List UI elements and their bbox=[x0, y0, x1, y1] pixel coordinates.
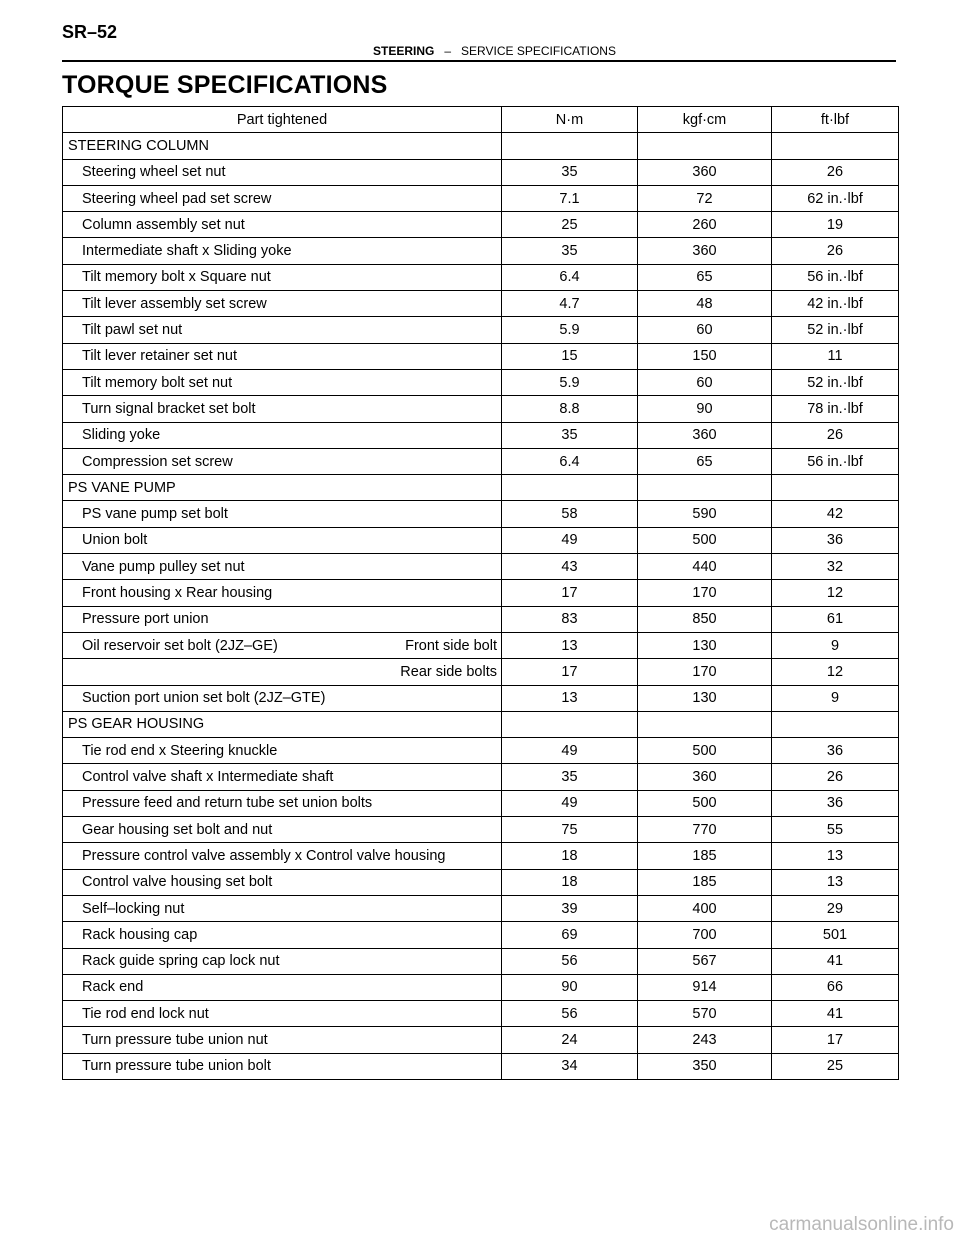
nm-value: 39 bbox=[502, 895, 638, 921]
ftlbf-value bbox=[772, 711, 899, 737]
part-name: PS GEAR HOUSING bbox=[68, 716, 205, 733]
page-number: SR–52 bbox=[62, 22, 118, 42]
nm-value: 49 bbox=[502, 738, 638, 764]
part-cell bbox=[63, 632, 502, 658]
part-name: Vane pump pulley set nut bbox=[82, 558, 245, 575]
kgf-value: 850 bbox=[638, 606, 772, 632]
ftlbf-value: 13 bbox=[772, 843, 899, 869]
table-row bbox=[63, 895, 899, 921]
table-row bbox=[63, 1027, 899, 1053]
part-name: Oil reservoir set bolt (2JZ–GE) bbox=[82, 637, 278, 654]
kgf-value bbox=[638, 133, 772, 159]
section-row bbox=[63, 133, 899, 159]
part-name: Tilt lever retainer set nut bbox=[82, 348, 237, 365]
part-name: Rack end bbox=[82, 979, 144, 996]
header-kgf: kgf·cm bbox=[638, 107, 772, 133]
part-cell bbox=[63, 238, 502, 264]
table-row bbox=[63, 317, 899, 343]
table-row bbox=[63, 264, 899, 290]
ftlbf-value: 55 bbox=[772, 817, 899, 843]
nm-value: 18 bbox=[502, 843, 638, 869]
ftlbf-value: 29 bbox=[772, 895, 899, 921]
table-row bbox=[63, 212, 899, 238]
part-name: Union bolt bbox=[82, 532, 148, 549]
part-name: Tilt lever assembly set screw bbox=[82, 295, 267, 312]
nm-value bbox=[502, 475, 638, 501]
part-cell bbox=[63, 422, 502, 448]
part-name: Sliding yoke bbox=[82, 427, 161, 444]
nm-value: 49 bbox=[502, 527, 638, 553]
nm-value bbox=[502, 133, 638, 159]
nm-value: 15 bbox=[502, 343, 638, 369]
nm-value: 58 bbox=[502, 501, 638, 527]
table-row bbox=[63, 659, 899, 685]
part-cell bbox=[63, 396, 502, 422]
part-subtype: Front side bolt bbox=[405, 637, 497, 654]
part-cell bbox=[63, 343, 502, 369]
nm-value: 25 bbox=[502, 212, 638, 238]
kgf-value: 260 bbox=[638, 212, 772, 238]
ftlbf-value: 42 in.·lbf bbox=[772, 291, 899, 317]
nm-value: 56 bbox=[502, 948, 638, 974]
part-name: Control valve housing set bolt bbox=[82, 874, 273, 891]
nm-value: 69 bbox=[502, 922, 638, 948]
torque-spec-table bbox=[62, 106, 899, 1080]
table-row bbox=[63, 554, 899, 580]
kgf-value: 60 bbox=[638, 369, 772, 395]
ftlbf-value: 13 bbox=[772, 869, 899, 895]
part-name: Intermediate shaft x Sliding yoke bbox=[82, 243, 292, 260]
ftlbf-value: 25 bbox=[772, 1053, 899, 1079]
table-row bbox=[63, 159, 899, 185]
part-name: Pressure feed and return tube set union bolts bbox=[82, 795, 373, 812]
header-ftlbf: ft·lbf bbox=[772, 107, 899, 133]
watermark: carmanualsonline.info bbox=[769, 1214, 954, 1235]
ftlbf-value: 17 bbox=[772, 1027, 899, 1053]
table-row bbox=[63, 922, 899, 948]
ftlbf-value: 26 bbox=[772, 764, 899, 790]
ftlbf-value: 66 bbox=[772, 974, 899, 1000]
nm-value bbox=[502, 711, 638, 737]
running-header bbox=[373, 44, 616, 58]
part-cell bbox=[63, 317, 502, 343]
part-name: Steering wheel pad set screw bbox=[82, 190, 272, 207]
nm-value: 35 bbox=[502, 422, 638, 448]
nm-value: 56 bbox=[502, 1001, 638, 1027]
subsection-name: SERVICE SPECIFICATIONS bbox=[461, 44, 616, 58]
table-row bbox=[63, 632, 899, 658]
part-cell bbox=[63, 159, 502, 185]
part-subtype: Rear side bolts bbox=[400, 663, 497, 680]
part-cell bbox=[63, 685, 502, 711]
part-name: PS vane pump set bolt bbox=[82, 506, 228, 523]
table-row bbox=[63, 185, 899, 211]
ftlbf-value: 42 bbox=[772, 501, 899, 527]
part-name: Column assembly set nut bbox=[82, 216, 245, 233]
part-cell bbox=[63, 580, 502, 606]
kgf-value: 170 bbox=[638, 659, 772, 685]
kgf-value bbox=[638, 711, 772, 737]
part-cell bbox=[63, 895, 502, 921]
part-name: Turn pressure tube union bolt bbox=[82, 1058, 271, 1075]
table-row bbox=[63, 685, 899, 711]
part-cell bbox=[63, 790, 502, 816]
table-row bbox=[63, 448, 899, 474]
ftlbf-value: 36 bbox=[772, 790, 899, 816]
part-cell bbox=[63, 764, 502, 790]
nm-value: 34 bbox=[502, 1053, 638, 1079]
ftlbf-value: 41 bbox=[772, 948, 899, 974]
part-cell bbox=[63, 448, 502, 474]
section-row bbox=[63, 711, 899, 737]
page-title: TORQUE SPECIFICATIONS bbox=[62, 71, 388, 99]
part-name: STEERING COLUMN bbox=[68, 137, 209, 154]
part-cell bbox=[63, 185, 502, 211]
part-name: Tilt pawl set nut bbox=[82, 322, 183, 339]
kgf-value bbox=[638, 475, 772, 501]
nm-value: 8.8 bbox=[502, 396, 638, 422]
nm-value: 83 bbox=[502, 606, 638, 632]
part-name: Tie rod end x Steering knuckle bbox=[82, 742, 278, 759]
ftlbf-value: 52 in.·lbf bbox=[772, 317, 899, 343]
ftlbf-value: 52 in.·lbf bbox=[772, 369, 899, 395]
table-row bbox=[63, 1053, 899, 1079]
part-cell bbox=[63, 501, 502, 527]
part-name: Compression set screw bbox=[82, 453, 233, 470]
part-name: Steering wheel set nut bbox=[82, 164, 226, 181]
table-row bbox=[63, 606, 899, 632]
nm-value: 17 bbox=[502, 580, 638, 606]
kgf-value: 130 bbox=[638, 685, 772, 711]
nm-value: 43 bbox=[502, 554, 638, 580]
ftlbf-value: 26 bbox=[772, 159, 899, 185]
part-cell bbox=[63, 817, 502, 843]
kgf-value: 770 bbox=[638, 817, 772, 843]
table-row bbox=[63, 974, 899, 1000]
part-name: PS VANE PUMP bbox=[68, 479, 176, 496]
ftlbf-value: 32 bbox=[772, 554, 899, 580]
table-row bbox=[63, 343, 899, 369]
kgf-value: 360 bbox=[638, 422, 772, 448]
kgf-value: 243 bbox=[638, 1027, 772, 1053]
part-name: Control valve shaft x Intermediate shaft bbox=[82, 769, 334, 786]
nm-value: 35 bbox=[502, 238, 638, 264]
ftlbf-value: 36 bbox=[772, 738, 899, 764]
table-row bbox=[63, 501, 899, 527]
table-row bbox=[63, 369, 899, 395]
nm-value: 49 bbox=[502, 790, 638, 816]
kgf-value: 440 bbox=[638, 554, 772, 580]
part-name: Self–locking nut bbox=[82, 900, 185, 917]
ftlbf-value: 9 bbox=[772, 685, 899, 711]
torque-spec-body bbox=[63, 107, 899, 1080]
kgf-value: 500 bbox=[638, 790, 772, 816]
table-row bbox=[63, 738, 899, 764]
kgf-value: 570 bbox=[638, 1001, 772, 1027]
kgf-value: 914 bbox=[638, 974, 772, 1000]
part-cell bbox=[63, 922, 502, 948]
kgf-value: 590 bbox=[638, 501, 772, 527]
section-name: STEERING bbox=[373, 44, 435, 58]
header-nm: N·m bbox=[502, 107, 638, 133]
part-name: Pressure port union bbox=[82, 611, 209, 628]
table-row bbox=[63, 843, 899, 869]
ftlbf-value: 9 bbox=[772, 632, 899, 658]
kgf-value: 72 bbox=[638, 185, 772, 211]
ftlbf-value: 36 bbox=[772, 527, 899, 553]
table-header-row bbox=[63, 107, 899, 133]
part-name: Tilt memory bolt set nut bbox=[82, 374, 233, 391]
table-row bbox=[63, 580, 899, 606]
header-rule bbox=[62, 60, 896, 62]
part-name: Gear housing set bolt and nut bbox=[82, 821, 273, 838]
ftlbf-value: 78 in.·lbf bbox=[772, 396, 899, 422]
table-row bbox=[63, 948, 899, 974]
ftlbf-value: 12 bbox=[772, 659, 899, 685]
ftlbf-value: 26 bbox=[772, 238, 899, 264]
table-row bbox=[63, 396, 899, 422]
nm-value: 5.9 bbox=[502, 369, 638, 395]
header-part: Part tightened bbox=[63, 107, 502, 133]
ftlbf-value bbox=[772, 133, 899, 159]
kgf-value: 48 bbox=[638, 291, 772, 317]
nm-value: 7.1 bbox=[502, 185, 638, 211]
ftlbf-value: 61 bbox=[772, 606, 899, 632]
kgf-value: 360 bbox=[638, 238, 772, 264]
part-cell bbox=[63, 974, 502, 1000]
part-name: Turn pressure tube union nut bbox=[82, 1032, 268, 1049]
ftlbf-value: 62 in.·lbf bbox=[772, 185, 899, 211]
table-row bbox=[63, 790, 899, 816]
part-cell bbox=[63, 554, 502, 580]
kgf-value: 567 bbox=[638, 948, 772, 974]
nm-value: 75 bbox=[502, 817, 638, 843]
part-name: Turn signal bracket set bolt bbox=[82, 400, 256, 417]
part-name: Rack housing cap bbox=[82, 926, 198, 943]
part-name: Front housing x Rear housing bbox=[82, 584, 273, 601]
part-cell bbox=[63, 369, 502, 395]
part-cell bbox=[63, 843, 502, 869]
part-name: Suction port union set bolt (2JZ–GTE) bbox=[82, 690, 326, 707]
nm-value: 24 bbox=[502, 1027, 638, 1053]
ftlbf-value: 26 bbox=[772, 422, 899, 448]
nm-value: 17 bbox=[502, 659, 638, 685]
nm-value: 6.4 bbox=[502, 448, 638, 474]
ftlbf-value bbox=[772, 475, 899, 501]
part-cell bbox=[63, 527, 502, 553]
nm-value: 90 bbox=[502, 974, 638, 1000]
ftlbf-value: 56 in.·lbf bbox=[772, 448, 899, 474]
kgf-value: 60 bbox=[638, 317, 772, 343]
table-row bbox=[63, 817, 899, 843]
kgf-value: 185 bbox=[638, 869, 772, 895]
part-cell bbox=[63, 738, 502, 764]
part-cell bbox=[63, 1001, 502, 1027]
part-cell bbox=[63, 711, 502, 737]
ftlbf-value: 19 bbox=[772, 212, 899, 238]
kgf-value: 360 bbox=[638, 159, 772, 185]
part-cell bbox=[63, 212, 502, 238]
part-cell bbox=[63, 133, 502, 159]
kgf-value: 150 bbox=[638, 343, 772, 369]
kgf-value: 185 bbox=[638, 843, 772, 869]
nm-value: 13 bbox=[502, 632, 638, 658]
part-name: Pressure control valve assembly x Control valve housing bbox=[82, 847, 446, 864]
ftlbf-value: 41 bbox=[772, 1001, 899, 1027]
header-separator: – bbox=[444, 44, 452, 58]
kgf-value: 360 bbox=[638, 764, 772, 790]
part-name: Tilt memory bolt x Square nut bbox=[82, 269, 271, 286]
table-row bbox=[63, 1001, 899, 1027]
table-row bbox=[63, 291, 899, 317]
nm-value: 18 bbox=[502, 869, 638, 895]
ftlbf-value: 11 bbox=[772, 343, 899, 369]
kgf-value: 700 bbox=[638, 922, 772, 948]
part-cell bbox=[63, 264, 502, 290]
table-row bbox=[63, 527, 899, 553]
part-cell bbox=[63, 475, 502, 501]
nm-value: 5.9 bbox=[502, 317, 638, 343]
nm-value: 35 bbox=[502, 159, 638, 185]
nm-value: 4.7 bbox=[502, 291, 638, 317]
kgf-value: 500 bbox=[638, 527, 772, 553]
ftlbf-value: 12 bbox=[772, 580, 899, 606]
ftlbf-value: 56 in.·lbf bbox=[772, 264, 899, 290]
table-row bbox=[63, 238, 899, 264]
part-name: Tie rod end lock nut bbox=[82, 1005, 209, 1022]
part-cell bbox=[63, 869, 502, 895]
kgf-value: 350 bbox=[638, 1053, 772, 1079]
nm-value: 13 bbox=[502, 685, 638, 711]
kgf-value: 90 bbox=[638, 396, 772, 422]
nm-value: 6.4 bbox=[502, 264, 638, 290]
kgf-value: 65 bbox=[638, 264, 772, 290]
part-cell bbox=[63, 291, 502, 317]
ftlbf-value: 501 bbox=[772, 922, 899, 948]
part-cell bbox=[63, 659, 502, 685]
part-cell bbox=[63, 1053, 502, 1079]
kgf-value: 500 bbox=[638, 738, 772, 764]
nm-value: 35 bbox=[502, 764, 638, 790]
kgf-value: 170 bbox=[638, 580, 772, 606]
kgf-value: 400 bbox=[638, 895, 772, 921]
part-name: Rack guide spring cap lock nut bbox=[82, 953, 280, 970]
part-cell bbox=[63, 1027, 502, 1053]
part-cell bbox=[63, 606, 502, 632]
table-row bbox=[63, 869, 899, 895]
kgf-value: 130 bbox=[638, 632, 772, 658]
part-cell bbox=[63, 948, 502, 974]
table-row bbox=[63, 764, 899, 790]
table-row bbox=[63, 422, 899, 448]
kgf-value: 65 bbox=[638, 448, 772, 474]
section-row bbox=[63, 475, 899, 501]
